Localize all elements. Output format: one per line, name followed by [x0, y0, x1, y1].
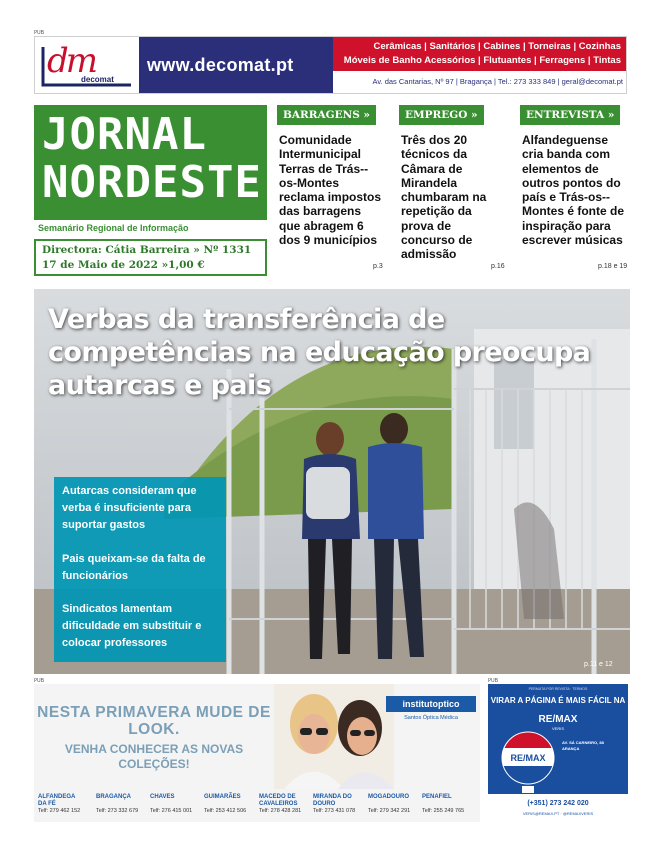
- teaser-text[interactable]: Alfandeguense cria banda com elementos de outros pontos do país e Trás-os--Montes é fonte de inspiração para escrever músicas: [522, 133, 625, 248]
- pub-label-top: PUB: [34, 30, 45, 36]
- masthead-tagline: Semanário Regional de Informação: [38, 223, 189, 233]
- ad-photo: [274, 684, 394, 789]
- masthead-title-line1: JORNAL: [42, 109, 207, 160]
- remax-logo: RE/MAX: [538, 714, 578, 725]
- teaser-text[interactable]: Comunidade Intermunicipal Terras de Trás--os-Montes reclama impostos das barragens que abragem 6 dos 9 municípios: [279, 133, 382, 248]
- issue-info-box: [34, 239, 267, 276]
- store-town: ALFANDEGA DA FÉ: [38, 794, 76, 807]
- store-tel: Telf: 253 412 506: [204, 808, 247, 814]
- ad-brand: institutoptico: [386, 696, 476, 712]
- lead-summary-item: Pais queixam-se da falta de funcionários: [62, 553, 206, 582]
- lead-headline[interactable]: Verbas da transferência de competências na educação preocupa autarcas e pais: [48, 304, 591, 401]
- store-tel: Telf: 273 431 078: [313, 808, 356, 814]
- remax-address: AV. SÁ CARNEIRO, 88 ARANÇA: [562, 740, 604, 751]
- store-town: MIRANDA DO DOURO: [313, 794, 352, 807]
- store-town: GUIMARÃES: [204, 794, 241, 800]
- store-town: MACEDO DE CAVALEIROS: [259, 794, 298, 807]
- teaser-tab[interactable]: EMPREGO »: [399, 105, 484, 125]
- decomat-products-line2: Móveis de Banho Acessórios | Flutuantes | Ferragens | Tintas: [343, 55, 621, 66]
- store-tel: Telf: 276 415 001: [150, 808, 193, 814]
- decomat-products-line1: Cerâmicas | Sanitários | Cabines | Torneiras | Cozinhas: [373, 41, 621, 52]
- masthead-title-line2: NORDESTE: [42, 157, 262, 208]
- teaser-tab[interactable]: ENTREVISTA »: [520, 105, 620, 125]
- teaser-text[interactable]: Três dos 20 técnicos da Câmara de Mirandela chumbaram na repetição da prova de concurso de admissão: [401, 133, 487, 262]
- ad-brand-sub: Santos Óptica Médica: [404, 715, 458, 721]
- teaser-entrevista[interactable]: [520, 105, 628, 273]
- decomat-logo: [35, 37, 139, 93]
- teaser-emprego[interactable]: [399, 105, 507, 273]
- remax-contact-bar: [488, 794, 628, 822]
- masthead: [34, 105, 267, 276]
- remax-sub: VERIS: [551, 726, 564, 731]
- remax-phone[interactable]: (+351) 273 242 020: [527, 800, 589, 807]
- teaser-page: p.18 e 19: [598, 263, 628, 270]
- store-town: CHAVES: [150, 794, 175, 800]
- store-tel: Telf: 278 428 281: [259, 808, 302, 814]
- lead-summary-box: [54, 477, 226, 662]
- store-town: BRAGANÇA: [96, 794, 131, 800]
- lead-page-ref: p.11 e 12: [584, 661, 613, 668]
- ad-headline: NESTA PRIMAVERA MUDE DE LOOK.: [37, 704, 271, 738]
- store-tel: Telf: 279 342 291: [368, 808, 411, 814]
- remax-balloon-icon: [496, 730, 560, 794]
- lead-summary-item: Autarcas consideram que verba é insuficiente para suportar gastos: [62, 485, 197, 531]
- teaser-tab[interactable]: BARRAGENS »: [277, 105, 376, 125]
- store-tel: Telf: 255 249 765: [422, 808, 465, 814]
- pub-label-bottom: PUB: [34, 678, 45, 684]
- teaser-page: p.16: [491, 263, 505, 270]
- store-town: PENAFIEL: [422, 794, 452, 800]
- store-town: MOGADOURO: [368, 794, 409, 800]
- remax-ad[interactable]: [488, 684, 628, 822]
- decomat-url[interactable]: www.decomat.pt: [147, 55, 294, 75]
- store-tel: Telf: 279 462 152: [38, 808, 81, 814]
- decomat-logo-sub: decomat: [81, 75, 114, 84]
- remax-top-line: PERMUTA POR REVISTA · TERMOS: [528, 687, 588, 691]
- decomat-ad[interactable]: [34, 36, 627, 94]
- issue-director: Directora: Cátia Barreira » Nº 1331: [42, 244, 252, 256]
- issue-date-price: 17 de Maio de 2022 »1,00 €: [42, 259, 205, 271]
- lead-story[interactable]: [34, 289, 630, 674]
- pub-label-remax: PUB: [488, 678, 499, 684]
- remax-headline: VIRAR A PÁGINA É MAIS FÁCIL NA: [490, 696, 626, 705]
- store-tel: Telf: 273 332 679: [96, 808, 139, 814]
- remax-email[interactable]: VERIS@REMAX.PT · @REMAXVERIS: [522, 811, 594, 816]
- decomat-address: Av. das Cantarias, Nº 97 | Bragança | Tel.: 273 333 849 | geral@decomat.pt: [372, 77, 623, 86]
- institutoptico-ad[interactable]: [34, 684, 480, 822]
- lead-summary-item: Sindicatos lamentam dificuldade em substituir e colocar professores: [62, 603, 202, 649]
- ad-subline: VENHA CONHECER AS NOVAS COLEÇÕES!: [64, 742, 244, 771]
- remax-balloon-text: RE/MAX: [510, 753, 546, 763]
- teaser-page: p.3: [373, 263, 383, 270]
- teaser-barragens[interactable]: [277, 105, 385, 273]
- decomat-logo-letters: dm: [47, 41, 96, 81]
